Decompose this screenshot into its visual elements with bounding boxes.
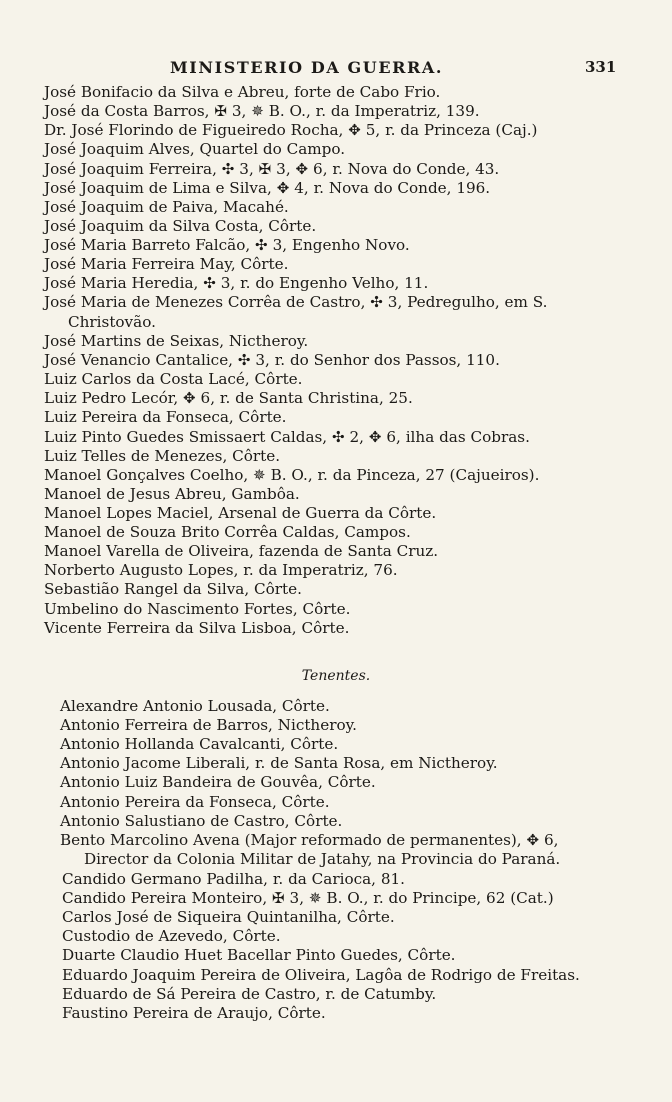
list-entry: José Venancio Cantalice, ✣ 3, r. do Senhor dos Passos, 110. [44, 351, 500, 369]
list-entry: Christovão. [68, 313, 156, 331]
list-entry: Duarte Claudio Huet Bacellar Pinto Guedes, Côrte. [62, 946, 456, 964]
list-entry: Manoel Varella de Oliveira, fazenda de Santa Cruz. [44, 542, 439, 560]
list-entry: Candido Germano Padilha, r. da Carioca, 81. [62, 870, 405, 888]
list-entry: Antonio Luiz Bandeira de Gouvêa, Côrte. [60, 773, 376, 791]
list-entry: José Maria Heredia, ✣ 3, r. do Engenho Velho, 11. [44, 274, 429, 292]
list-entry: Custodio de Azevedo, Côrte. [62, 927, 281, 945]
list-entry: José Bonifacio da Silva e Abreu, forte de Cabo Frio. [44, 83, 441, 101]
page-header [0, 58, 672, 82]
list-entry: Candido Pereira Monteiro, ✠ 3, ✵ B. O., r. do Principe, 62 (Cat.) [62, 889, 554, 907]
section-title-tenentes: Tenentes. [301, 668, 371, 684]
list-entry: Antonio Jacome Liberali, r. de Santa Rosa, em Nictheroy. [60, 754, 498, 772]
list-entry: Manoel Lopes Maciel, Arsenal de Guerra da Côrte. [44, 504, 437, 522]
list-entry: Antonio Hollanda Cavalcanti, Côrte. [60, 735, 339, 753]
list-entry: Luiz Pinto Guedes Smissaert Caldas, ✣ 2, ✥ 6, ilha das Cobras. [44, 428, 530, 446]
list-entry: Antonio Salustiano de Castro, Côrte. [60, 812, 343, 830]
list-entry: José Joaquim de Lima e Silva, ✥ 4, r. Nova do Conde, 196. [44, 179, 491, 197]
list-entry: Umbelino do Nascimento Fortes, Côrte. [44, 600, 351, 618]
list-entry: Dr. José Florindo de Figueiredo Rocha, ✥ 5, r. da Princeza (Caj.) [44, 121, 538, 139]
list-entry: Luiz Carlos da Costa Lacé, Côrte. [44, 370, 303, 388]
list-entry: José Joaquim da Silva Costa, Côrte. [44, 217, 317, 235]
list-entry: Norberto Augusto Lopes, r. da Imperatriz, 76. [44, 561, 398, 579]
list-entry: José Joaquim de Paiva, Macahé. [44, 198, 289, 216]
list-entry: José Maria Barreto Falcão, ✣ 3, Engenho Novo. [44, 236, 410, 254]
list-entry: Manoel de Jesus Abreu, Gambôa. [44, 485, 300, 503]
list-entry: José Maria Ferreira May, Côrte. [44, 255, 289, 273]
list-entry: Eduardo Joaquim Pereira de Oliveira, Lagôa de Rodrigo de Freitas. [62, 966, 580, 984]
list-entry: Bento Marcolino Avena (Major reformado de permanentes), ✥ 6, [60, 831, 559, 849]
list-entry: Alexandre Antonio Lousada, Côrte. [60, 697, 330, 715]
list-entry: Sebastião Rangel da Silva, Côrte. [44, 580, 302, 598]
list-entry: Faustino Pereira de Araujo, Côrte. [62, 1004, 326, 1022]
list-entry: Director da Colonia Militar de Jatahy, na Provincia do Paraná. [84, 850, 561, 868]
list-entry: Antonio Pereira da Fonseca, Côrte. [60, 793, 330, 811]
list-entry: Carlos José de Siqueira Quintanilha, Côrte. [62, 908, 395, 926]
list-entry: Antonio Ferreira de Barros, Nictheroy. [60, 716, 357, 734]
list-entry: Manoel Gonçalves Coelho, ✵ B. O., r. da Pinceza, 27 (Cajueiros). [44, 466, 540, 484]
running-head: MINISTERIO DA GUERRA. [170, 58, 444, 77]
list-entry: Luiz Pedro Lecór, ✥ 6, r. de Santa Christina, 25. [44, 389, 413, 407]
list-entry: Manoel de Souza Brito Corrêa Caldas, Campos. [44, 523, 411, 541]
list-entry: José Joaquim Ferreira, ✣ 3, ✠ 3, ✥ 6, r. Nova do Conde, 43. [44, 160, 500, 178]
list-entry: José Joaquim Alves, Quartel do Campo. [44, 140, 346, 158]
list-entry: Luiz Pereira da Fonseca, Côrte. [44, 408, 287, 426]
list-entry: Eduardo de Sá Pereira de Castro, r. de Catumby. [62, 985, 437, 1003]
list-entry: José Martins de Seixas, Nictheroy. [44, 332, 309, 350]
list-entry: Vicente Ferreira da Silva Lisboa, Côrte. [44, 619, 350, 637]
page-number: 331 [585, 58, 617, 76]
list-entry: José Maria de Menezes Corrêa de Castro, ✣ 3, Pedregulho, em S. [44, 293, 548, 311]
list-entry: Luiz Telles de Menezes, Côrte. [44, 447, 281, 465]
list-entry: José da Costa Barros, ✠ 3, ✵ B. O., r. da Imperatriz, 139. [44, 102, 480, 120]
